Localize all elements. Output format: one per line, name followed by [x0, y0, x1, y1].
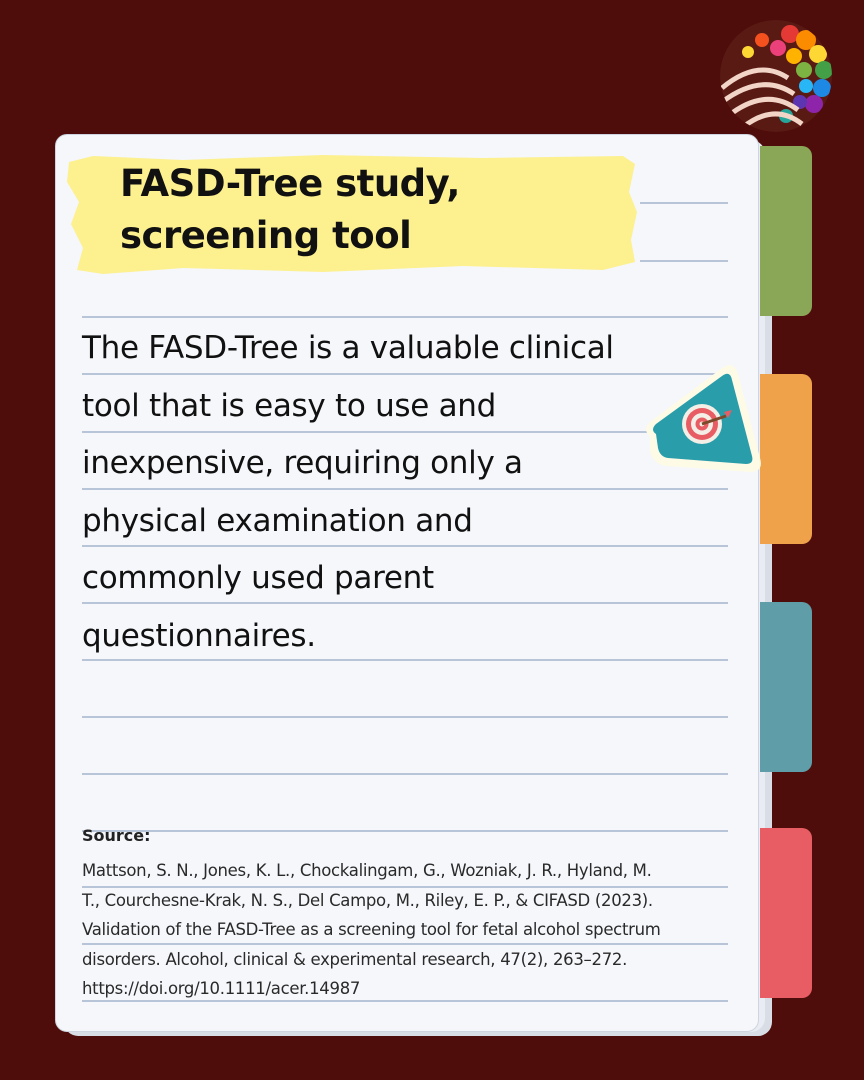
ruled-line [82, 716, 728, 718]
doi-link[interactable]: https://doi.org/10.1111/acer.14987 [82, 979, 361, 998]
body-line: inexpensive, requiring only a [82, 445, 523, 481]
notebook-tab-red[interactable] [760, 828, 812, 998]
title-line: FASD-Tree study, [120, 162, 460, 205]
ruled-line [82, 316, 728, 318]
notebook-tab-green[interactable] [760, 146, 812, 316]
notebook-tab-teal[interactable] [760, 602, 812, 772]
target-icon [636, 360, 764, 488]
source-citation [82, 856, 732, 1004]
ruled-line [640, 260, 728, 262]
notebook-tab-orange[interactable] [760, 374, 812, 544]
page-title [120, 158, 460, 262]
title-line: screening tool [120, 214, 412, 257]
citation-line: Mattson, S. N., Jones, K. L., Chockalingam, G., Wozniak, J. R., Hyland, M. [82, 861, 652, 880]
body-line: commonly used parent [82, 560, 434, 596]
body-line: questionnaires. [82, 617, 316, 654]
source-heading: Source: [82, 826, 151, 845]
citation-line: Validation of the FASD-Tree as a screening tool for fetal alcohol spectrum [82, 920, 661, 939]
ruled-line [640, 202, 728, 204]
rainbow-circle-logo-icon [718, 18, 834, 134]
citation-line: T., Courchesne-Krak, N. S., Del Campo, M., Riley, E. P., & CIFASD (2023). [82, 890, 653, 910]
ruled-line [82, 830, 728, 832]
ruled-line [82, 773, 728, 775]
body-paragraph [82, 320, 642, 665]
body-line: The FASD-Tree is a valuable clinical [82, 330, 614, 366]
body-line: physical examination and [82, 502, 473, 539]
citation-line: disorders. Alcohol, clinical & experimental research, 47(2), 263–272. [82, 949, 628, 969]
body-line: tool that is easy to use and [82, 387, 497, 424]
